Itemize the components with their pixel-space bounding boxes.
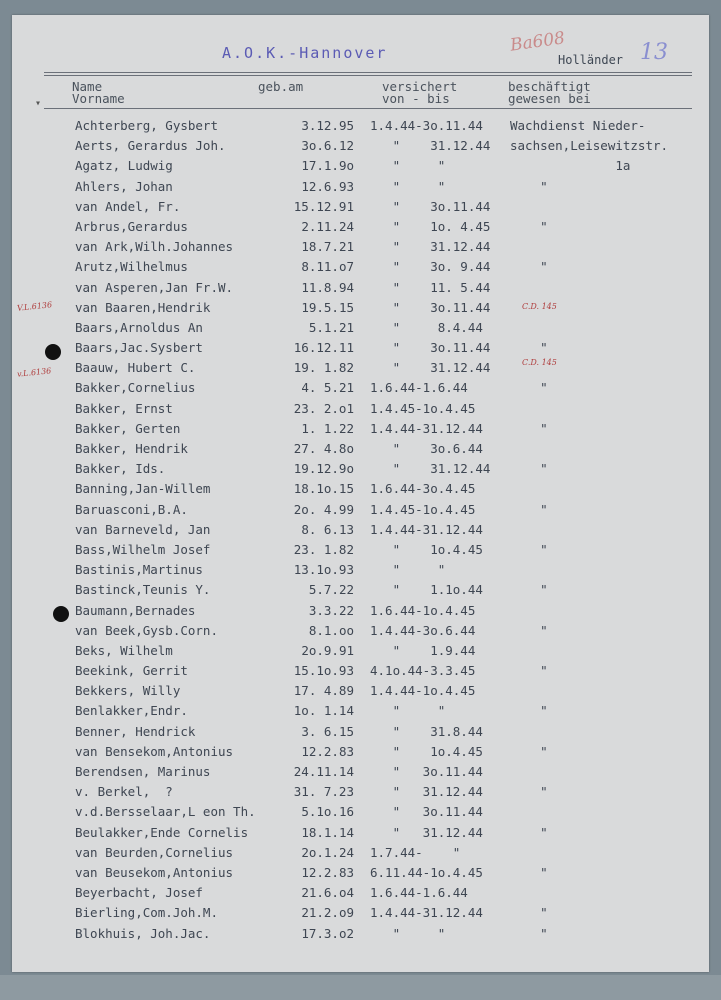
insured-period: 1.4.44-3o.6.44 (370, 622, 476, 638)
table-row (0, 380, 721, 400)
insured-period: 1.6.44-1.6.44 (370, 380, 468, 396)
table-row (0, 259, 721, 279)
birth-date: 23. 2.o1 (293, 400, 354, 416)
person-name: Aerts, Gerardus Joh. (75, 138, 226, 154)
person-name: Banning,Jan-Willem (75, 481, 211, 497)
birth-date: 19. 1.82 (293, 360, 354, 376)
birth-date: 3.12.95 (301, 118, 354, 133)
table-row (0, 663, 721, 683)
insured-period: " 8.4.44 (370, 319, 483, 335)
table-row (0, 421, 721, 441)
table-row (0, 542, 721, 562)
birth-date: 2o.9.91 (301, 642, 354, 658)
insured-period: " 1o.4.45 (370, 541, 483, 557)
col-header-name: Name Vorname (72, 79, 125, 106)
margin-note: V.L.6136 (16, 300, 53, 313)
insured-period: 6.11.44-1o.4.45 (370, 864, 483, 880)
person-name: Berendsen, Marinus (75, 764, 211, 779)
birth-date: 3.3.22 (308, 602, 354, 618)
margin-note: C.D. 145 (522, 358, 557, 367)
table-row (0, 360, 721, 380)
table-row (0, 138, 721, 158)
insured-period: " 1o. 4.45 (370, 218, 491, 234)
table-row (0, 158, 721, 178)
insured-period: " 31.12.44 (370, 239, 491, 255)
employer: " (510, 743, 548, 759)
employer: " (510, 420, 548, 436)
employer: " (510, 784, 548, 800)
person-name: Baars,Arnoldus An (75, 319, 203, 335)
birth-date: 8.1.oo (308, 622, 354, 638)
table-row (0, 481, 721, 501)
employer: " (510, 824, 548, 840)
insured-period: " 11. 5.44 (370, 279, 491, 295)
table-row (0, 118, 721, 138)
table-row (0, 461, 721, 481)
birth-date: 2.11.24 (301, 218, 354, 234)
birth-date: 15.12.91 (293, 198, 354, 214)
birth-date: 17. 4.89 (293, 683, 354, 699)
insured-period: 1.4.44-31.12.44 (370, 905, 483, 921)
person-name: Agatz, Ludwig (75, 158, 173, 174)
employer: " (510, 905, 548, 921)
insured-period: " 1.9.44 (370, 642, 476, 658)
birth-date: 24.11.14 (293, 764, 354, 779)
person-name: Bastinis,Martinus (75, 562, 203, 578)
table-row (0, 926, 721, 946)
col-header-date: geb.am (258, 79, 304, 94)
person-name: Baumann,Bernades (75, 602, 196, 618)
insured-period: " 31.12.44 (370, 360, 491, 376)
insured-period: " 3o.11.44 (370, 340, 491, 356)
person-name: Bastinck,Teunis Y. (75, 582, 211, 598)
table-row (0, 199, 721, 219)
employer: " (510, 663, 548, 679)
birth-date: 21.6.o4 (301, 885, 354, 901)
insured-period: 1.4.44-3o.11.44 (370, 118, 483, 133)
insured-period: " " (370, 562, 446, 578)
insured-period: " 31.12.44 (370, 461, 491, 477)
person-name: van Baaren,Hendrik (75, 299, 211, 315)
page-number: 13 (640, 40, 668, 65)
birth-date: 8.11.o7 (301, 259, 354, 275)
employer: " (510, 541, 548, 557)
table-row (0, 401, 721, 421)
employer: " (510, 925, 548, 941)
person-name: Beyerbacht, Josef (75, 885, 203, 901)
person-name: v. Berkel, ? (75, 784, 173, 800)
person-name: Achterberg, Gysbert (75, 118, 218, 133)
employer: " (510, 259, 548, 275)
employer: " (510, 864, 548, 880)
person-name: Bakker,Cornelius (75, 380, 196, 396)
person-name: Baars,Jac.Sysbert (75, 340, 203, 356)
employer: " (510, 380, 548, 396)
birth-date: 17.3.o2 (301, 925, 354, 941)
employer: " (510, 461, 548, 477)
insured-period: " 31.8.44 (370, 723, 483, 739)
birth-date: 18.1o.15 (293, 481, 354, 497)
insured-period: " 3o.11.44 (370, 198, 491, 214)
person-name: v.d.Bersselaar,L eon Th. (75, 804, 256, 820)
insured-period: " 3o. 9.44 (370, 259, 491, 275)
person-name: Bakker, Gerten (75, 420, 181, 436)
table-row (0, 219, 721, 239)
margin-note: v.L.6136 (16, 366, 52, 379)
table-row (0, 300, 721, 320)
insured-period: " 3o.6.44 (370, 441, 483, 456)
birth-date: 17.1.9o (301, 158, 354, 174)
table-row (0, 703, 721, 723)
birth-date: 23. 1.82 (293, 541, 354, 557)
birth-date: 12.2.83 (301, 864, 354, 880)
insured-period: 1.7.44- " (370, 844, 461, 860)
col-header-employer: beschäftigt gewesen bei (508, 79, 591, 106)
table-row (0, 582, 721, 602)
birth-date: 11.8.94 (301, 279, 354, 295)
header-rule-top-2 (44, 75, 692, 76)
person-name: Bekkers, Willy (75, 683, 181, 699)
insured-period: 1.4.45-1o.4.45 (370, 501, 476, 517)
person-name: Baauw, Hubert C. (75, 360, 196, 376)
employer: " (510, 178, 548, 194)
person-name: van Beek,Gysb.Corn. (75, 622, 218, 638)
table-row (0, 724, 721, 744)
birth-date: 15.1o.93 (293, 663, 354, 679)
person-name: Bass,Wilhelm Josef (75, 541, 211, 557)
insured-period: 1.4.44-31.12.44 (370, 521, 483, 537)
birth-date: 2o.1.24 (301, 844, 354, 860)
birth-date: 12.6.93 (301, 178, 354, 194)
scanner-background (0, 975, 721, 1000)
birth-date: 18.7.21 (301, 239, 354, 255)
header-rule-bottom (44, 108, 692, 109)
insured-period: " 3o.11.44 (370, 299, 491, 315)
insured-period: " 31.12.44 (370, 824, 483, 840)
person-name: Bakker, Ernst (75, 400, 173, 416)
birth-date: 31. 7.23 (293, 784, 354, 800)
birth-date: 5.1o.16 (301, 804, 354, 820)
table-row (0, 804, 721, 824)
table-row (0, 683, 721, 703)
person-name: Beks, Wilhelm (75, 642, 173, 658)
insured-period: " " (370, 178, 446, 194)
table-row (0, 905, 721, 925)
employer: " (510, 218, 548, 234)
table-row (0, 603, 721, 623)
punch-mark: ▾ (35, 98, 42, 109)
nationality-label: Holländer (558, 53, 624, 67)
person-name: Arutz,Wilhelmus (75, 259, 188, 275)
person-name: Benner, Hendrick (75, 723, 196, 739)
insured-period: " 3o.11.44 (370, 764, 483, 779)
birth-date: 2o. 4.99 (293, 501, 354, 517)
table-row (0, 320, 721, 340)
person-name: Bierling,Com.Joh.M. (75, 905, 218, 921)
table-row (0, 865, 721, 885)
person-name: van Bensekom,Antonius (75, 743, 234, 759)
person-name: Blokhuis, Joh.Jac. (75, 925, 211, 941)
person-name: Arbrus,Gerardus (75, 218, 188, 234)
col-header-insured: versichert von - bis (382, 79, 458, 106)
person-name: Bakker, Hendrik (75, 441, 188, 456)
insured-period: " " (370, 703, 446, 719)
person-list (0, 118, 721, 946)
person-name: Benlakker,Endr. (75, 703, 188, 719)
person-name: van Ark,Wilh.Johannes (75, 239, 234, 255)
person-name: Bakker, Ids. (75, 461, 166, 477)
table-row (0, 239, 721, 259)
insured-period: 1.6.44-1.6.44 (370, 885, 468, 901)
birth-date: 21.2.o9 (301, 905, 354, 921)
person-name: van Asperen,Jan Fr.W. (75, 279, 234, 295)
birth-date: 1. 1.22 (301, 420, 354, 436)
employer: " (510, 501, 548, 517)
document-title: A.O.K.-Hannover (222, 44, 388, 62)
birth-date: 8. 6.13 (301, 521, 354, 537)
table-row (0, 825, 721, 845)
insured-period: " " (370, 158, 446, 174)
table-row (0, 845, 721, 865)
employer: " (510, 703, 548, 719)
birth-date: 27. 4.8o (293, 441, 354, 456)
table-row (0, 764, 721, 784)
table-row (0, 784, 721, 804)
birth-date: 1o. 1.14 (293, 703, 354, 719)
insured-period: " 31.12.44 (370, 784, 483, 800)
punch-hole (45, 344, 61, 360)
employer: 1a (510, 158, 631, 174)
insured-period: " " (370, 925, 446, 941)
employer: " (510, 340, 548, 356)
pencil-annotation: Ba608 (508, 28, 567, 56)
birth-date: 13.1o.93 (293, 562, 354, 578)
table-row (0, 441, 721, 461)
insured-period: " 1o.4.45 (370, 743, 483, 759)
header-rule-top (44, 72, 692, 73)
person-name: van Andel, Fr. (75, 198, 181, 214)
insured-period: 4.1o.44-3.3.45 (370, 663, 476, 679)
employer: " (510, 582, 548, 598)
table-row (0, 522, 721, 542)
birth-date: 3. 6.15 (301, 723, 354, 739)
table-row (0, 643, 721, 663)
employer: sachsen,Leisewitzstr. (510, 138, 669, 154)
insured-period: " 1.1o.44 (370, 582, 483, 598)
insured-period: 1.6.44-1o.4.45 (370, 602, 476, 618)
insured-period: 1.4.45-1o.4.45 (370, 400, 476, 416)
person-name: van Beurden,Cornelius (75, 844, 234, 860)
punch-hole (53, 606, 69, 622)
table-row (0, 623, 721, 643)
birth-date: 19.12.9o (293, 461, 354, 477)
person-name: van Barneveld, Jan (75, 521, 211, 537)
insured-period: 1.6.44-3o.4.45 (370, 481, 476, 497)
birth-date: 3o.6.12 (301, 138, 354, 154)
table-row (0, 179, 721, 199)
insured-period: 1.4.44-1o.4.45 (370, 683, 476, 699)
person-name: Baruasconi,B.A. (75, 501, 188, 517)
table-row (0, 280, 721, 300)
person-name: Ahlers, Johan (75, 178, 173, 194)
birth-date: 5.7.22 (308, 582, 354, 598)
employer: " (510, 622, 548, 638)
table-row (0, 502, 721, 522)
person-name: Beulakker,Ende Cornelis (75, 824, 249, 840)
person-name: Beekink, Gerrit (75, 663, 188, 679)
birth-date: 18.1.14 (301, 824, 354, 840)
table-row (0, 744, 721, 764)
birth-date: 19.5.15 (301, 299, 354, 315)
insured-period: " 3o.11.44 (370, 804, 483, 820)
insured-period: " 31.12.44 (370, 138, 491, 154)
table-row (0, 562, 721, 582)
insured-period: 1.4.44-31.12.44 (370, 420, 483, 436)
birth-date: 12.2.83 (301, 743, 354, 759)
person-name: van Beusekom,Antonius (75, 864, 234, 880)
birth-date: 4. 5.21 (301, 380, 354, 396)
birth-date: 5.1.21 (308, 319, 354, 335)
margin-note: C.D. 145 (522, 302, 557, 311)
employer: Wachdienst Nieder- (510, 118, 646, 133)
table-row (0, 340, 721, 360)
birth-date: 16.12.11 (293, 340, 354, 356)
table-row (0, 885, 721, 905)
